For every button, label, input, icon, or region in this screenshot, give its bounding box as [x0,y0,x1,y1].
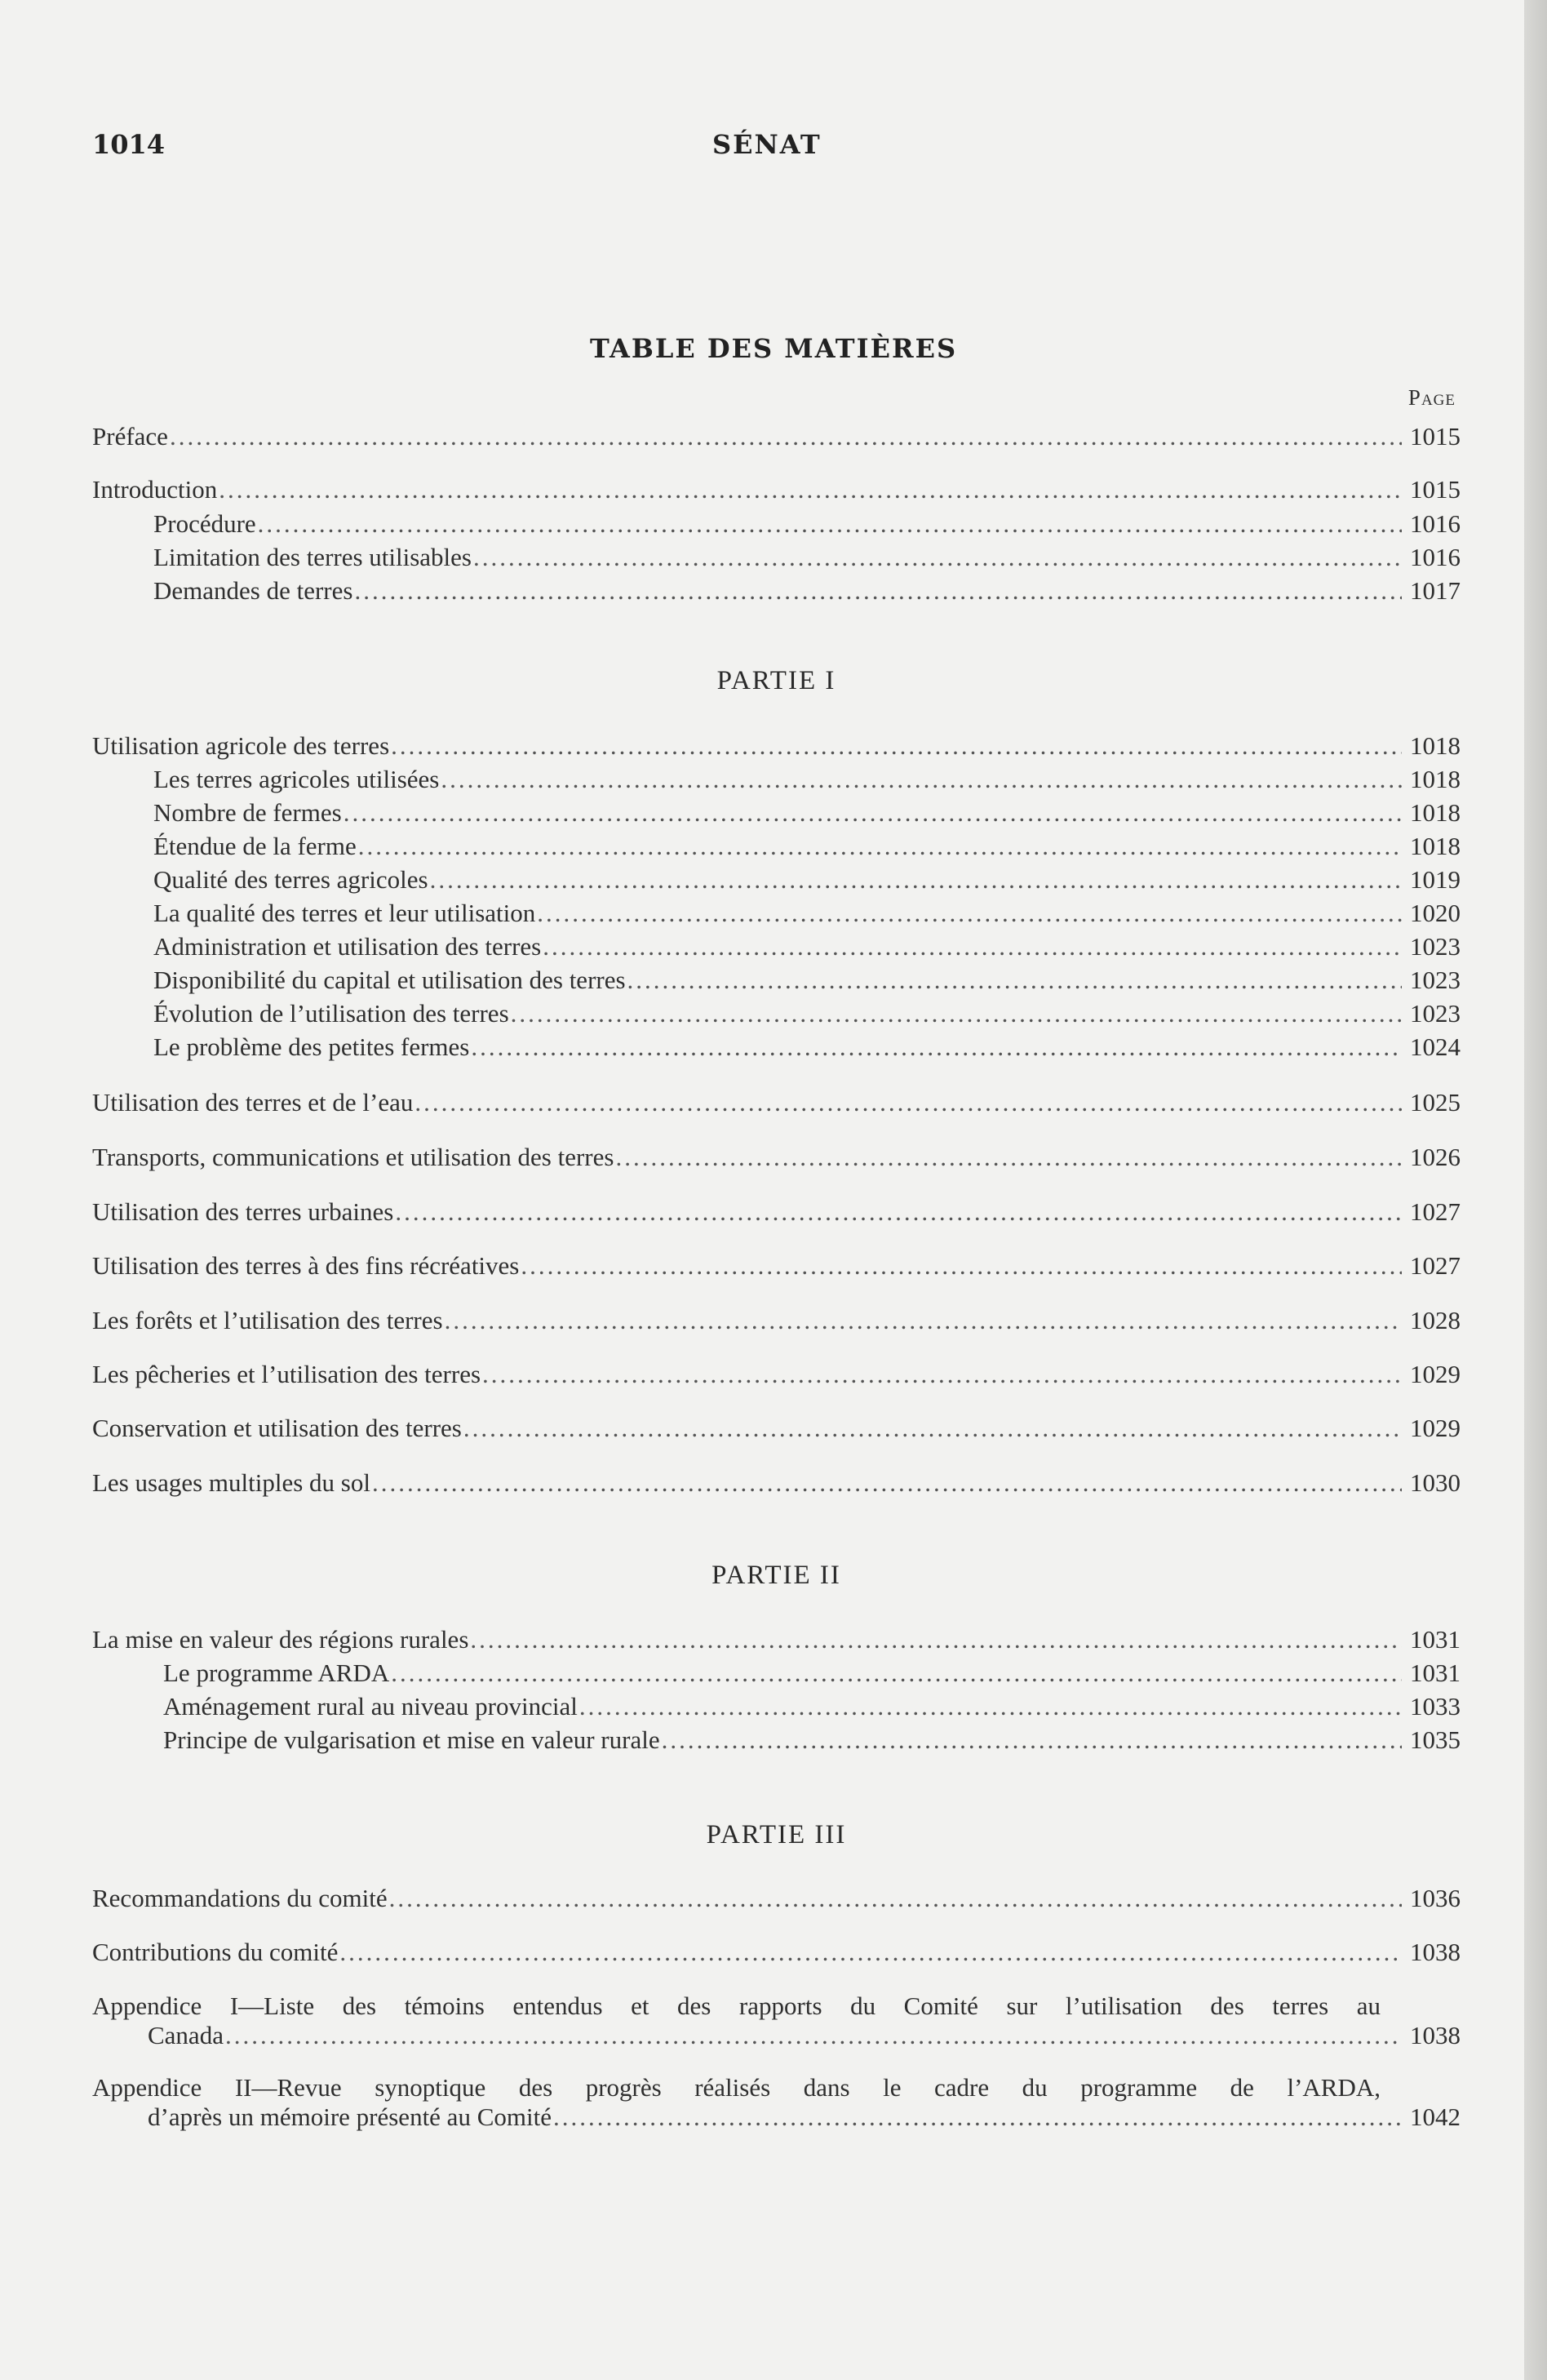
toc-entry [153,1031,1461,1063]
leader-dots [473,541,1402,574]
toc-entry [92,420,1461,453]
leader-dots [470,1623,1402,1656]
toc-entry [92,1358,1461,1391]
page-edge [1524,0,1547,2380]
leader-dots [471,1031,1402,1063]
toc-entry-page: 1031 [1410,1625,1461,1654]
toc-entry [153,964,1461,997]
page-number: 1014 [92,129,166,160]
toc-entry-page: 1038 [1410,2021,1461,2049]
leader-dots [521,1250,1402,1282]
leader-dots [615,1141,1402,1174]
leader-dots [627,964,1402,997]
toc-entry-label: Contributions du comité [92,1938,339,1966]
toc-entry-label: Disponibilité du capital et utilisation des terres [153,966,626,994]
toc-entry-page: 1038 [1410,1938,1461,1966]
toc-entry-label: Principe de vulgarisation et mise en valeur rurale [163,1725,660,1754]
toc-entry [92,1936,1461,1969]
toc-entry-page: 1023 [1410,932,1461,961]
toc-entry [92,473,1461,506]
leader-dots [389,1882,1402,1915]
toc-entry-page: 1018 [1410,731,1461,760]
appendix-entry [92,1991,1461,2050]
toc-entry [153,864,1461,896]
toc-entry-page: 1029 [1410,1360,1461,1388]
toc-entry-label: Les forêts et l’utilisation des terres [92,1306,443,1334]
toc-entry [153,763,1461,796]
toc-entry-page: 1036 [1410,1884,1461,1912]
toc-entry-label: Recommandations du comité [92,1884,388,1912]
leader-dots [391,730,1402,762]
toc-entry [153,897,1461,930]
toc-entry [153,508,1461,540]
toc-entry-page: 1030 [1410,1468,1461,1497]
toc-entry-label: Utilisation des terres à des fins récréatives [92,1251,520,1280]
appendix-title-continued [92,2021,1461,2050]
leader-dots [170,420,1402,453]
leader-dots [445,1304,1402,1337]
toc-entry-page: 1020 [1410,899,1461,927]
toc-entry-page: 1018 [1410,765,1461,793]
appendix-entry [92,2073,1461,2132]
toc-entry-label: Le problème des petites fermes [153,1032,470,1061]
toc-entry-label: La qualité des terres et leur utilisation [153,899,536,927]
leader-dots [354,575,1402,607]
appendix-title: Appendice I—Liste des témoins entendus et des rapports du Comité sur l’utilisation des terres au [92,1991,1381,2020]
toc-entry [92,1196,1461,1228]
toc-entry [153,930,1461,963]
toc-entry-label: Canada [148,2021,224,2049]
leader-dots [511,997,1402,1030]
leader-dots [543,930,1402,963]
toc-entry [92,1304,1461,1337]
toc-entry-page: 1016 [1410,543,1461,571]
toc-entry-page: 1017 [1410,576,1461,605]
toc-entry-label: Utilisation agricole des terres [92,731,390,760]
toc-entry-label: Limitation des terres utilisables [153,543,472,571]
toc-entry-label: Préface [92,422,168,451]
toc-entry-label: Le programme ARDA [163,1658,390,1687]
toc-entry-label: Introduction [92,475,218,504]
toc-entry-page: 1015 [1410,475,1461,504]
toc-entry [92,730,1461,762]
toc-entry [92,1412,1461,1445]
toc-entry [92,1141,1461,1174]
toc-entry-label: Administration et utilisation des terres [153,932,542,961]
toc-entry [92,1467,1461,1499]
toc-entry-label: La mise en valeur des régions rurales [92,1625,469,1654]
leader-dots [344,797,1402,829]
toc-entry [153,797,1461,829]
appendix-title: Appendice II—Revue synoptique des progrès réalisés dans le cadre du programme de l’ARDA, [92,2073,1381,2102]
toc-entry-page: 1025 [1410,1088,1461,1117]
toc-entry-page: 1035 [1410,1725,1461,1754]
toc-entry-page: 1027 [1410,1197,1461,1226]
toc-entry-label: Les terres agricoles utilisées [153,765,440,793]
part-heading: PARTIE III [706,1820,847,1849]
leader-dots [662,1724,1402,1756]
toc-entry-label: Transports, communications et utilisation des terres [92,1143,614,1171]
toc-entry-page: 1015 [1410,422,1461,451]
toc-entry-page: 1042 [1410,2102,1461,2131]
toc-entry-label: Étendue de la ferme [153,832,357,860]
toc-entry-page: 1029 [1410,1414,1461,1442]
leader-dots [414,1086,1402,1119]
part-heading: PARTIE I [716,666,836,695]
toc-entry [153,541,1461,574]
toc-entry [153,575,1461,607]
leader-dots [358,830,1402,863]
toc-entry-page: 1024 [1410,1032,1461,1061]
leader-dots [441,763,1402,796]
toc-entry-label: Aménagement rural au niveau provincial [163,1692,578,1721]
toc-entry-page: 1019 [1410,865,1461,894]
leader-dots [482,1358,1402,1391]
leader-dots [395,1196,1402,1228]
toc-entry [92,1086,1461,1119]
toc-entry-page: 1026 [1410,1143,1461,1171]
toc-entry [92,1623,1461,1656]
toc-entry-label: Les pêcheries et l’utilisation des terres [92,1360,481,1388]
toc-entry-page: 1031 [1410,1658,1461,1687]
appendix-title-continued [92,2102,1461,2132]
toc-entry-label: Les usages multiples du sol [92,1468,370,1497]
toc-entry-page: 1023 [1410,999,1461,1028]
toc-entry-page: 1027 [1410,1251,1461,1280]
toc-entry [153,830,1461,863]
toc-entry-label: Conservation et utilisation des terres [92,1414,462,1442]
toc-entry-label: Utilisation des terres et de l’eau [92,1088,414,1117]
toc-entry-page: 1033 [1410,1692,1461,1721]
toc-entry [92,1250,1461,1282]
toc-entry [153,997,1461,1030]
leader-dots [463,1412,1402,1445]
toc-title: TABLE DES MATIÈRES [589,333,958,364]
journal-title: SÉNAT [712,129,822,160]
leader-dots [219,473,1402,506]
toc-entry [163,1690,1461,1723]
toc-entry-page: 1018 [1410,832,1461,860]
part-heading: PARTIE II [711,1561,841,1590]
toc-entry-page: 1018 [1410,798,1461,827]
toc-entry-page: 1023 [1410,966,1461,994]
toc-entry-page: 1016 [1410,509,1461,538]
leader-dots [430,864,1402,896]
toc-entry [163,1657,1461,1690]
toc-entry-page: 1028 [1410,1306,1461,1334]
page-column-label: Page [1407,385,1456,410]
leader-dots [258,508,1402,540]
toc-entry-label: Utilisation des terres urbaines [92,1197,394,1226]
toc-entry-label: Demandes de terres [153,576,353,605]
toc-entry-label: Qualité des terres agricoles [153,865,428,894]
toc-entry-label: Procédure [153,509,256,538]
leader-dots [391,1657,1402,1690]
toc-entry-label: d’après un mémoire présenté au Comité [148,2102,552,2131]
leader-dots [579,1690,1402,1723]
toc-entry [163,1724,1461,1756]
leader-dots [537,897,1402,930]
toc-entry [92,1882,1461,1915]
leader-dots [553,2102,1402,2132]
leader-dots [372,1467,1402,1499]
leader-dots [225,2021,1402,2050]
toc-entry-label: Évolution de l’utilisation des terres [153,999,509,1028]
toc-entry-label: Nombre de fermes [153,798,342,827]
leader-dots [339,1936,1402,1969]
